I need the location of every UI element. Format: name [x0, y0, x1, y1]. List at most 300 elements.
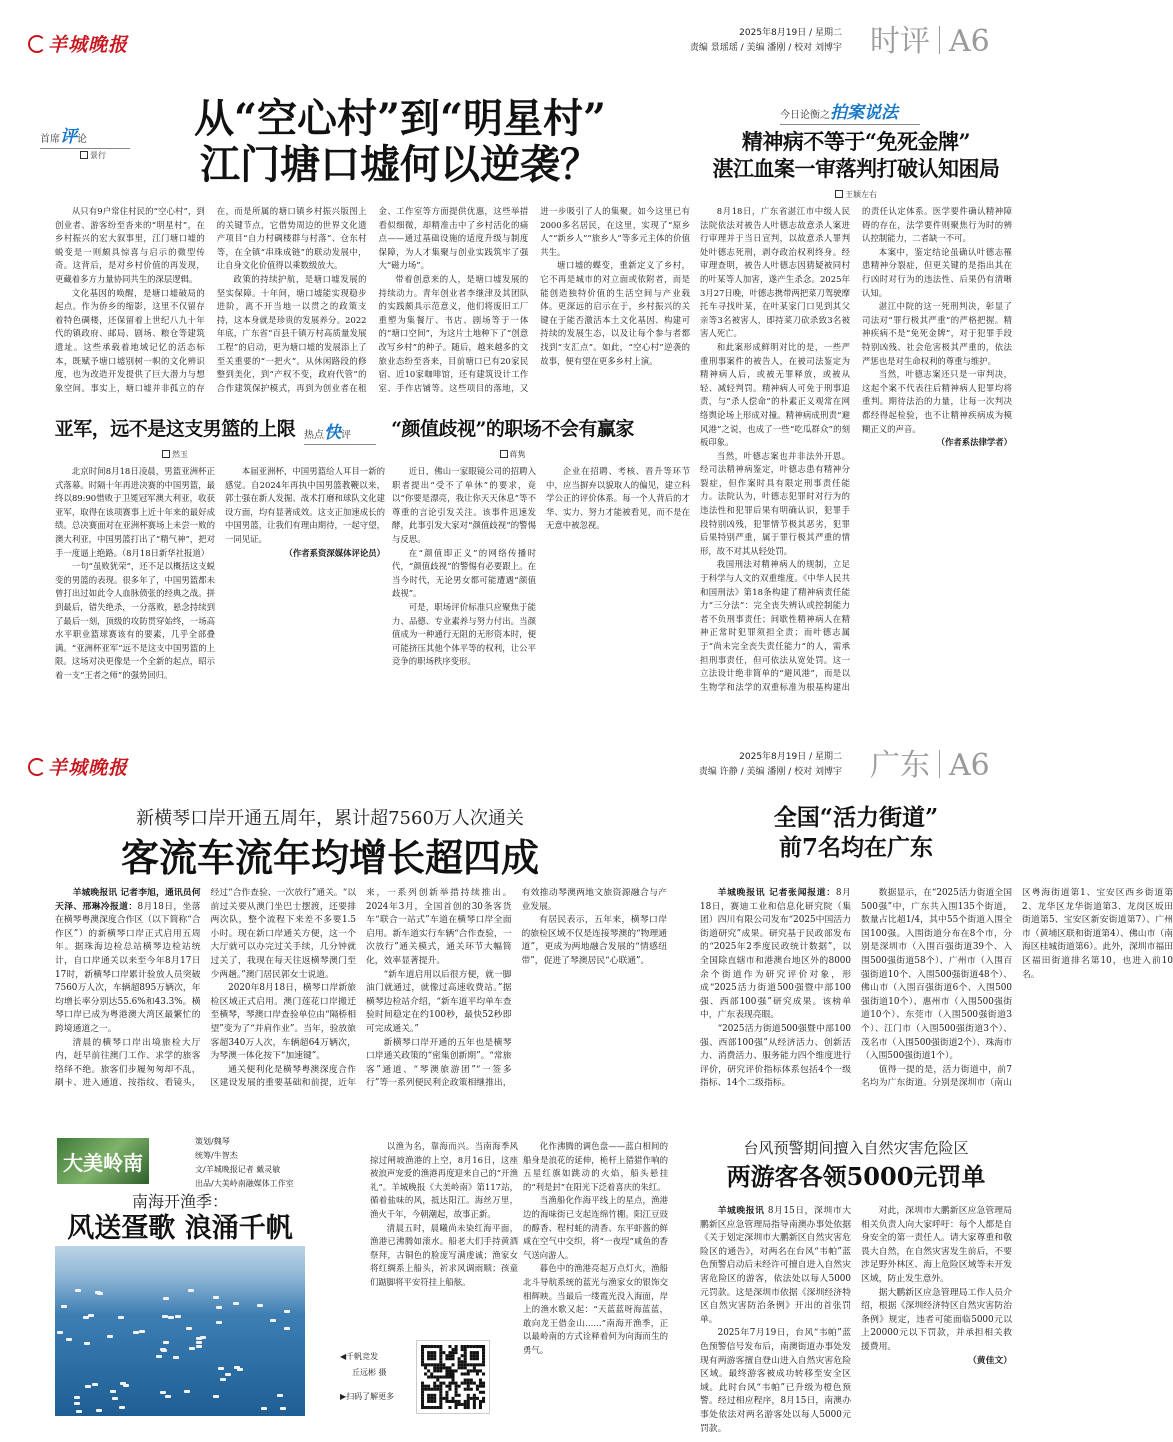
boat-mark — [257, 1304, 263, 1307]
headline-line: 湛江血案一审落判打破认知困局 — [712, 156, 1000, 181]
boat-mark — [110, 1390, 116, 1393]
qr-module — [470, 1351, 473, 1354]
staff-credits: 责编 许静 / 美编 潘刚 / 校对 刘博宇 — [698, 767, 842, 777]
qr-module — [439, 1376, 442, 1379]
qr-hint: ▶扫码了解更多 — [340, 1392, 395, 1401]
qr-module — [470, 1369, 473, 1372]
law-headline — [696, 128, 1016, 182]
boat-mark — [216, 1321, 222, 1324]
qr-module — [470, 1382, 473, 1385]
boat-mark — [213, 1296, 219, 1299]
qr-module — [461, 1382, 464, 1385]
qr-module — [476, 1363, 479, 1366]
label-prefix: 热点 — [304, 430, 324, 441]
qr-module — [430, 1363, 433, 1366]
qr-module — [445, 1366, 448, 1369]
boat-mark — [139, 1330, 145, 1333]
boat-mark — [261, 1407, 267, 1410]
qr-module — [439, 1382, 442, 1385]
boat-mark — [184, 1390, 190, 1393]
masthead-text: 羊城晚报 — [48, 757, 129, 779]
qr-module — [473, 1403, 476, 1406]
qr-module — [448, 1388, 451, 1391]
qr-module — [467, 1385, 470, 1388]
feature-body-col2 — [523, 1140, 668, 1440]
qr-module — [430, 1357, 433, 1360]
qr-module — [479, 1403, 482, 1406]
qr-module — [482, 1348, 485, 1351]
author-note: （作者系法律学者） — [936, 437, 1012, 448]
qr-module — [427, 1369, 430, 1372]
qr-module — [479, 1369, 482, 1372]
photo-caption: ◀千帆竞发 — [340, 1352, 379, 1361]
paragraph: 清晨的横琴口岸出境旅检大厅内，赶早前往澳门工作、求学的旅客络绎不绝。旅客们步履匆匆却不乱，刷卡、进入通道、按指纹、看镜头，经过“合作查验、一次放行”通关。“以前过关要从澳门坐巴士摆渡，还要排两次队，整个流程下来差不多要1.5小时。现在新口岸通关方便，这一个大厅就可以办完过关手续，几分钟就过关了，我现在每天往返横琴澳门至少两趟。”澳门居民郭女士说道。 — [55, 888, 356, 1089]
qr-module — [482, 1385, 485, 1388]
qr-module — [439, 1403, 442, 1406]
qr-module — [473, 1369, 476, 1372]
qr-module — [461, 1345, 464, 1348]
qr-module — [439, 1354, 442, 1357]
qr-module — [482, 1360, 485, 1363]
paragraph: “2025活力街道500强暨中部100强、西部100强”从经济活力、创新活力、消费活力、服务能力四个维度进行评价，研究评价指标体系包括4个一级指标、14个二级指标。 — [700, 1023, 851, 1089]
boat-mark — [74, 1396, 80, 1399]
qr-module — [467, 1382, 470, 1385]
boat-mark — [200, 1336, 206, 1339]
qr-module — [427, 1351, 430, 1354]
boat-mark — [74, 1402, 80, 1405]
qr-module — [427, 1376, 430, 1379]
page-number: A6 — [949, 748, 990, 783]
qr-module — [467, 1394, 470, 1397]
qr-module — [430, 1376, 433, 1379]
qr-module — [467, 1388, 470, 1391]
qr-module — [473, 1394, 476, 1397]
label-big: 拍案说法 — [830, 103, 898, 123]
paragraph: 在“颜值即正义”的网络传播时代，“颜值歧视”的警惕有必要跟上。在当今时代，无论男女都可能遭遇“颜值歧视”。 — [392, 547, 536, 599]
qr-module — [476, 1372, 479, 1375]
qr-module — [445, 1394, 448, 1397]
qr-module — [473, 1400, 476, 1403]
qr-module — [482, 1391, 485, 1394]
looks-headline: “颜值歧视”的职场不会有赢家 — [391, 418, 634, 440]
qr-module — [421, 1388, 424, 1391]
qr-module — [479, 1363, 482, 1366]
paragraph: 北京时间8月18日凌晨，男篮亚洲杯正式落幕。时隔十年再进决赛的中国男篮，最终以89:90惜败于卫冕冠军澳大利亚，收获亚军，取得在该项赛事上近十年来的最好成绩。总决赛面对在亚洲杯赛场上未尝一败的澳大利亚，中国男篮打出了“精气神”，把对手一度逼上绝路。（8月18日新华社报道） — [55, 466, 215, 558]
qr-module — [421, 1391, 424, 1394]
qr-module — [430, 1388, 433, 1391]
qr-module — [479, 1400, 482, 1403]
qr-module — [439, 1363, 442, 1366]
paragraph: 当然，叶德志案也并非法外开恩。经司法精神病鉴定，叶德志患有精神分裂症，但作案时具有限定刑事责任能力。法院认为，叶德志犯罪时对行为的违法性和犯罪后果有明确认识，犯罪手段特别凶残，犯罪情节极其恶劣，犯罪后果特别严重，属于罪行极其严重的情形，故不对其从轻处罚。 — [700, 450, 850, 556]
boat-mark — [76, 1410, 82, 1413]
qr-module — [427, 1388, 430, 1391]
qr-module — [467, 1400, 470, 1403]
label-prefix: 今日论衡之 — [780, 110, 830, 121]
qr-module — [439, 1360, 442, 1363]
qr-module — [448, 1400, 451, 1403]
boat-mark — [160, 1391, 166, 1394]
qr-module — [421, 1357, 424, 1360]
headline-line: 全国“活力街道” — [773, 804, 939, 831]
qr-module — [436, 1376, 439, 1379]
qr-module — [448, 1382, 451, 1385]
qr-module — [448, 1345, 451, 1348]
qr-module — [430, 1345, 433, 1348]
qr-module — [448, 1366, 451, 1369]
byline: 蒋隽 — [385, 449, 640, 460]
qr-module — [433, 1406, 436, 1409]
section-name: 时评 — [870, 24, 930, 59]
qr-module — [452, 1382, 455, 1385]
qr-module — [424, 1385, 427, 1388]
boat-mark — [85, 1385, 91, 1388]
qr-module — [479, 1379, 482, 1382]
paragraph: “新车道启用以后很方便，就一脚油门就通过，就像过高速收费站。”据横琴边检站介绍，“新车道平均单车查验时间稳定在约100秒，最快52秒即可完成通关。” — [366, 969, 512, 1034]
qr-module — [427, 1354, 430, 1357]
boat-mark — [75, 1289, 81, 1292]
qr-module — [448, 1372, 451, 1375]
qr-module — [445, 1385, 448, 1388]
issue-date: 2025年8月19日 / 星期二 — [739, 28, 842, 38]
dateline: 羊城晚报讯 记者李旭，通讯员何天泽、邢琳冷报道： — [55, 888, 201, 912]
qr-module — [452, 1379, 455, 1382]
qr-module — [421, 1348, 424, 1351]
boat-mark — [225, 1373, 231, 1376]
qr-module — [461, 1360, 464, 1363]
qr-module — [455, 1406, 458, 1409]
qr-module — [421, 1406, 424, 1409]
qr-module — [452, 1348, 455, 1351]
qr-module — [421, 1360, 424, 1363]
qr-module — [458, 1385, 461, 1388]
port-headline: 客流车流年均增长超四成 — [120, 835, 539, 880]
boat-mark — [61, 1305, 67, 1308]
law-article-body — [700, 205, 1012, 697]
boat-mark — [119, 1406, 125, 1409]
qr-module — [461, 1354, 464, 1357]
qr-module — [439, 1397, 442, 1400]
boat-mark — [165, 1395, 171, 1398]
qr-module — [427, 1394, 430, 1397]
qr-module — [430, 1397, 433, 1400]
paragraph: 湛江中院的这一死刑判决，彰显了司法对“罪行极其严重”的严格把握。精神疾病不是“免死金牌”，对于犯罪手段特别凶残、社会危害极其严重的，依法严惩也是对生命权利的尊重与维护。 — [862, 301, 1012, 366]
qr-module — [476, 1345, 479, 1348]
qr-module — [455, 1388, 458, 1391]
paragraph: 暮色中的渔港亮起万点灯火，渔船北斗导航系统的蓝光与渔家女的银饰交相辉映。当最后一缕霞光没入海面，岸上的渔水歌又起：“天蓝蓝呀海蓝蓝，敢向龙王借金山……”南海开渔季，正以最岭南的方式诠释着何为向海而生的勇气。 — [523, 1263, 668, 1355]
paragraph: 值得一提的是，活力街道中，前7名均为广东街道。分别是深圳市（南山区粤海街道第1、宝安区西乡街道第2、龙华区龙华街道第3、龙岗区坂田街道第5、宝安区新安街道第7）、广州市（黄埔区联和街道第4）、佛山市（南海区桂城街道第6）。此外，深圳市福田区福田街道排名第10，也进入前10名。 — [861, 888, 1173, 1089]
qr-module — [433, 1357, 436, 1360]
boat-mark — [88, 1314, 94, 1317]
qr-module — [452, 1357, 455, 1360]
boat-mark — [186, 1327, 192, 1330]
boat-mark — [220, 1378, 226, 1381]
qr-module — [452, 1354, 455, 1357]
qr-module — [430, 1351, 433, 1354]
qr-module — [458, 1394, 461, 1397]
paragraph: 新横琴口岸开通的五年也是横琴口岸通关政策的“密集创新期”。“常旅客”通道、“琴澳旅游团”“一签多行”等一系列便民利企政策相继推出，有效推动琴澳两地文旅资源融合与产业发展。 — [366, 888, 667, 1089]
qr-module — [458, 1403, 461, 1406]
page-header-meta — [620, 26, 842, 56]
qr-module — [473, 1363, 476, 1366]
qr-module — [448, 1406, 451, 1409]
qr-module — [421, 1351, 424, 1354]
qr-module — [464, 1357, 467, 1360]
byline: 然玉 — [50, 449, 300, 460]
paragraph: 8月15日，深圳市大鹏新区应急管理局指导南澳办事处依据《关于划定深圳市大鹏新区自然灾害危险区的通告》，对两名在台风“韦帕”蓝色预警启动后未经许可擅自进入自然灾害危险区的游客，依法处以每人5000元罚款。这是深圳市依据《深圳经济特区自然灾害防治条例》开出的首张罚单。 — [700, 1206, 851, 1325]
boat-mark — [160, 1348, 166, 1351]
qr-module — [445, 1391, 448, 1394]
qr-module — [433, 1354, 436, 1357]
boat-mark — [112, 1397, 118, 1400]
qr-module — [464, 1379, 467, 1382]
qr-module — [433, 1388, 436, 1391]
qr-module — [433, 1351, 436, 1354]
qr-module — [448, 1357, 451, 1360]
qr-module — [433, 1394, 436, 1397]
qr-module — [473, 1397, 476, 1400]
qr-module — [445, 1400, 448, 1403]
qr-module — [464, 1363, 467, 1366]
qr-module — [476, 1351, 479, 1354]
boat-mark — [233, 1302, 239, 1305]
boat-mark — [168, 1316, 174, 1319]
qr-module — [421, 1382, 424, 1385]
boat-mark — [118, 1316, 124, 1319]
qr-module — [473, 1345, 476, 1348]
qr-module — [436, 1363, 439, 1366]
qr-module — [439, 1348, 442, 1351]
qr-module — [421, 1385, 424, 1388]
qr-module — [461, 1403, 464, 1406]
boat-mark — [270, 1319, 276, 1322]
qr-module — [439, 1385, 442, 1388]
qr-module — [473, 1351, 476, 1354]
qr-module — [448, 1369, 451, 1372]
qr-module — [473, 1366, 476, 1369]
qr-module — [479, 1385, 482, 1388]
qr-module — [464, 1360, 467, 1363]
boat-mark — [213, 1395, 219, 1398]
section-header — [870, 748, 990, 784]
feature-credits — [195, 1135, 294, 1191]
qr-module — [458, 1366, 461, 1369]
qr-module — [464, 1403, 467, 1406]
boat-mark — [163, 1297, 169, 1300]
qr-module — [442, 1376, 445, 1379]
qr-module — [442, 1366, 445, 1369]
byline: 景行 — [80, 150, 106, 161]
qr-module — [427, 1357, 430, 1360]
qr-module — [473, 1354, 476, 1357]
paragraph: 对此，深圳市大鹏新区应急管理局相关负责人向大家呼吁：每个人都是自身安全的第一责任人。请大家尊重和敬畏大自然，在自然灾害发生前后，不要涉足野外林区、海上危险区域等未开发区域，防止发生意外。 — [861, 1206, 1012, 1284]
paragraph: 一句“虽败犹荣”，还不足以概括这支蜕变的男篮的表现。很多年了，中国男篮都未曾打出过如此令人血脉偾张的经典之战。拼到最后，错失绝杀，一分落败，悬念持续到了最后一刻，顶级的攻防贯穿始终，一场高水平职业篮球赛该有的要素，几乎全部叠满。“亚洲杯亚军”远不是这支中国男篮的上限。这场对决更像是一个全新的起点，昭示着一支“王者之师”的强势回归。 — [55, 561, 215, 680]
paragraph: 政策的持续护航，是塘口墟发展的坚实保障。十年间，塘口墟能实现稳步进阶，离不开当地一以贯之的政策支持，这本身就是珍贵的发展养分。2022年底，广东省“百县千镇万村高质量发展工程”的启动，更为塘口墟的发展添上了至关重要的“一把火”。从休闲路段的修整到美化，到“产权不变，政府代管”的合作建筑保护模式，再到为创业者在租金、工作室等方面提供优惠，这些举措看似细微，却精准击中了乡村活化的痛点——通过基础设施的适度升级与制度保障，为人才集聚与创业实践筑牢了强大“磁力场”。 — [216, 206, 529, 393]
paragraph: 当然，叶德志案还只是一审判决，这起个案不代表往后精神病人犯罪均将重判。期待法治的力量，让每一次判决都经得起检验，也不让精神疾病成为模糊正义的声音。 — [862, 369, 1012, 434]
paragraph: 2025年7月19日，台风“韦帕”蓝色预警信号发布后，南澳街道办事处发现有两游客擅自登山进入自然灾害危险区域。最终游客被成功转移至安全区域。此时台风“韦帕”已升级为橙色预警。经过相应程序，8月15日，南澳办事处依法对两名游客处以每人5000元罚款。 — [700, 1328, 851, 1434]
qr-module — [439, 1351, 442, 1354]
qr-module — [458, 1360, 461, 1363]
qr-module — [436, 1366, 439, 1369]
label-suffix: 评 — [341, 430, 351, 441]
qr-module — [439, 1394, 442, 1397]
credit-line: 文/羊城晚报记者 戴灵敏 — [195, 1165, 281, 1174]
typhoon-article-body — [700, 1205, 1012, 1440]
qr-module — [479, 1345, 482, 1348]
paragraph: 2020年8月18日，横琴口岸新旅检区域正式启用。澳门莲花口岸搬迁至横琴，琴澳口岸查验单位由“隔桥相望”变为了“并肩作业”。当年，验放旅客超340万人次，车辆超64万辆次，为琴澳一体化按下“加速键”。 — [210, 983, 356, 1062]
boat-mark — [84, 1342, 90, 1345]
paragraph: 塘口墟的蝶变，重新定义了乡村，它不再是城市的对立面或依附者，而是能创造独特价值的生活空间与产业载体。更深远的启示在于，乡村振兴的关键在于能否激活本土文化基因、构建可持续的发展生态，以及让每个参与者都找到“支汇点”。如此，“空心村”逆袭的故事，便有望在更多乡村上演。 — [540, 260, 690, 366]
paragraph: 本届亚洲杯，中国男篮给人耳目一新的感觉。自2024年再执中国男篮教鞭以来，郭士强在新人发掘、战术打磨和球队文化建设方面，均有显著成效。这支正加速成长的中国男篮，让我们有理由期待，一起守望，一同见证。 — [225, 466, 385, 544]
paragraph: 近日，佛山一家眼镜公司的招聘入职者提出“受不了单休”的要求，竟以“你要是漂亮，我让你天天休息”等不尊重的言论引发关注。该事件迅速发酵，此事引发大家对“颜值歧视”的警惕与反思。 — [392, 466, 536, 544]
qr-module — [439, 1369, 442, 1372]
qr-module — [467, 1372, 470, 1375]
boat-mark — [92, 1383, 98, 1386]
boat-mark — [175, 1315, 181, 1318]
qr-module — [464, 1372, 467, 1375]
label-big: 评 — [60, 127, 77, 147]
main-article-body — [55, 205, 690, 403]
label-suffix: 论 — [77, 134, 87, 145]
byline: 王颖左右 — [700, 189, 1012, 200]
qr-module — [433, 1363, 436, 1366]
boat-mark — [96, 1409, 102, 1412]
main-headline — [170, 96, 630, 188]
qr-module — [476, 1385, 479, 1388]
qr-module — [482, 1400, 485, 1403]
qr-module — [455, 1394, 458, 1397]
qr-module — [467, 1403, 470, 1406]
qr-module — [479, 1391, 482, 1394]
headline-line: 精神病不等于“免死金牌” — [741, 129, 971, 154]
qr-module — [433, 1382, 436, 1385]
qr-module — [479, 1382, 482, 1385]
qr-module — [439, 1366, 442, 1369]
basketball-article-body — [55, 465, 385, 690]
headline-line: 前7名均在广东 — [778, 834, 933, 861]
issue-date: 2025年8月19日 / 星期二 — [739, 752, 842, 762]
qr-module — [455, 1345, 458, 1348]
qr-module — [452, 1369, 455, 1372]
qr-module — [455, 1391, 458, 1394]
qr-module — [424, 1406, 427, 1409]
street-article-body — [700, 887, 1173, 1102]
staff-credits: 责编 景瑶瑶 / 美编 潘刚 / 校对 刘博宇 — [689, 43, 842, 53]
author-note: （作者系资深媒体评论员） — [284, 547, 385, 558]
label-prefix: 首席 — [40, 134, 60, 145]
qr-module — [424, 1363, 427, 1366]
qr-module — [421, 1397, 424, 1400]
photo-credit: 丘远彬 摄 — [352, 1368, 387, 1377]
qr-module — [436, 1388, 439, 1391]
qr-module — [470, 1363, 473, 1366]
boat-mark — [218, 1367, 224, 1370]
qr-module — [473, 1382, 476, 1385]
masthead-logo — [28, 30, 128, 57]
qr-module — [436, 1385, 439, 1388]
qr-module — [424, 1366, 427, 1369]
boat-mark — [95, 1291, 101, 1294]
qr-module — [445, 1354, 448, 1357]
boat-mark — [189, 1347, 195, 1350]
qr-module — [464, 1354, 467, 1357]
boat-mark — [234, 1366, 240, 1369]
qr-module — [458, 1357, 461, 1360]
qr-module — [445, 1372, 448, 1375]
boat-mark — [57, 1331, 63, 1334]
qr-module — [445, 1357, 448, 1360]
boat-mark — [284, 1310, 290, 1313]
qr-module — [442, 1351, 445, 1354]
qr-module — [464, 1400, 467, 1403]
qr-module — [467, 1369, 470, 1372]
qr-module — [452, 1376, 455, 1379]
qr-module — [482, 1345, 485, 1348]
qr-module — [433, 1400, 436, 1403]
paragraph: 我国刑法对精神病人的规制，立足于科学与人文的双重维度。《中华人民共和国刑法》第18条构建了精神病责任能力“三分法”：完全丧失辨认或控制能力者不负刑事责任；间歇性精神病人在精神正常时犯罪须担全责；而叶德志属于“尚未完全丧失责任能力”的人，需承担刑事责任，但可依法从宽处罚。这一立法设计绝非简单的“避风港”，而是以生物学和法学的双重标准为根基构建出的责任认定体系。医学要件确认精神障碍的存在，法学要件则聚焦行为时的辨认控制能力，二者缺一不可。 — [700, 206, 1012, 692]
column-label-commentary — [40, 122, 130, 149]
qr-module — [430, 1372, 433, 1375]
qr-module — [461, 1348, 464, 1351]
qr-module — [452, 1372, 455, 1375]
paragraph: 数据显示，在“2025活力街道全国500强”中，广东共入围135个街道，数量占比超1/4，其中55个街道入围全国100强。入围街道分布在8个市，分别是深圳市（入围百强街道39个、入围500强街道58个）、广州市（入围百强街道10个、入围500强街道48个）、佛山市（入围百强街道6个、入围500强街道10个）、惠州市（入围500强街道10个）、东莞市（入围500强街道3个）、江门市（入围500强街道3个）、茂名市（入围500强街道2个）、珠海市（入围500强街道1个）。 — [861, 888, 1012, 1062]
qr-module — [455, 1385, 458, 1388]
qr-module — [470, 1357, 473, 1360]
feature-body-col1 — [370, 1140, 518, 1336]
street-headline — [700, 803, 1012, 863]
qr-module — [439, 1391, 442, 1394]
qr-code[interactable] — [416, 1340, 490, 1414]
qr-module — [476, 1388, 479, 1391]
qr-module — [458, 1400, 461, 1403]
dateline: 羊城晚报讯 记者张闻报道： — [717, 888, 836, 898]
paragraph: 据大鹏新区应急管理局工作人员介绍，根据《深圳经济特区自然灾害防治条例》规定，违者可能面临5000元以上20000元以下罚款，并承担相关救援费用。 — [861, 1287, 1012, 1352]
boat-mark — [173, 1356, 179, 1359]
qr-module — [433, 1385, 436, 1388]
paragraph: 从只有9户常住村民的“空心村”，到创业者、游客纷至沓来的“明星村”，在乡村振兴的宏大叙事里，江门塘口墟的蜕变是一则颇具惊喜与启示的微型传奇。这背后，是对乡村价值的再发现，更藏着多方力量协同共生的深层逻辑。 — [55, 206, 205, 284]
page-header-meta — [620, 750, 842, 780]
qr-module — [430, 1354, 433, 1357]
headline-line: 从“空心村”到“明星村” — [193, 95, 607, 142]
qr-module — [448, 1351, 451, 1354]
qr-module — [455, 1400, 458, 1403]
qr-module — [439, 1406, 442, 1409]
qr-module — [473, 1357, 476, 1360]
qr-module — [464, 1351, 467, 1354]
qr-module — [424, 1372, 427, 1375]
label-big: 快 — [324, 423, 341, 443]
qr-module — [421, 1354, 424, 1357]
qr-module — [421, 1363, 424, 1366]
qr-module — [458, 1363, 461, 1366]
qr-module — [482, 1382, 485, 1385]
boat-mark — [280, 1407, 286, 1410]
qr-module — [442, 1397, 445, 1400]
basketball-headline: 亚军，远不是这支男篮的上限 — [54, 418, 296, 440]
qr-module — [439, 1357, 442, 1360]
qr-module — [436, 1345, 439, 1348]
qr-module — [452, 1400, 455, 1403]
qr-module — [421, 1403, 424, 1406]
qr-module — [448, 1385, 451, 1388]
qr-module — [467, 1363, 470, 1366]
port-article-body — [55, 887, 667, 1099]
masthead-text: 羊城晚报 — [48, 34, 129, 56]
qr-module — [442, 1363, 445, 1366]
boat-mark — [216, 1306, 222, 1309]
section-name: 广东 — [870, 748, 930, 783]
qr-module — [464, 1348, 467, 1351]
qr-module — [476, 1369, 479, 1372]
